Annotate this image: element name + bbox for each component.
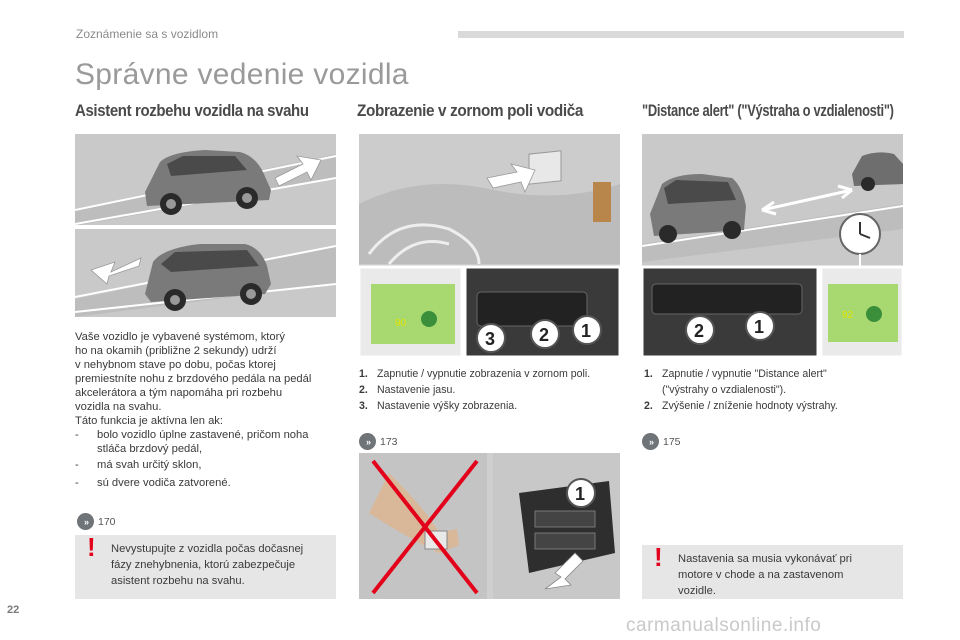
text-line: stláča brzdový pedál, [97,443,203,455]
warning-box [75,532,336,599]
page-reference-number: 170 [98,515,116,528]
list-item [644,398,906,414]
hill-start-description [75,330,337,490]
item-text: Nastavenie výšky zobrazenia. [377,400,518,412]
head-up-display-illustration [359,134,620,357]
page-number: 22 [7,604,20,616]
list-item [644,366,906,398]
heading-hill-start: Asistent rozbehu vozidla na svahu [75,101,309,120]
car-icon [650,174,746,243]
item-text: Zvýšenie / zníženie hodnoty výstrahy. [662,400,838,412]
item-number: 1. [644,368,653,380]
page-reference-icon: » [77,513,94,530]
hud-screen [529,151,561,184]
figure-label-2: 2 [694,321,705,341]
item-text: Nastavenie jasu. [377,384,456,396]
text-line: asistent rozbehu na svahu. [111,575,245,587]
hud-button-illustration [359,453,620,599]
text-line: vozidle. [678,585,716,597]
condition-item [75,428,337,456]
hill-start-illustration [75,134,336,317]
svg-text:90: 90 [395,318,407,329]
warning-box [642,542,903,599]
page-reference-icon: » [642,433,659,450]
hud-display [371,284,455,344]
warning-icon: ! [87,532,96,562]
item-number: 1. [359,368,368,380]
page-reference-icon: » [359,433,376,450]
condition-item [75,458,337,472]
page-title: Správne vedenie vozidla [75,58,409,91]
distance-alert-illustration [642,134,903,357]
text-line: Vaše vozidlo je vybavené systémom, ktorý [75,331,285,343]
page-reference[interactable] [77,513,116,530]
text-line: Nastavenia sa musia vykonávať pri [678,553,852,565]
text-line: bolo vozidlo úplne zastavené, pričom noha [97,429,309,441]
heading-head-up-display: Zobrazenie v zornom poli vodiča [357,101,584,120]
footer-watermark: carmanualsonline.info [626,615,822,636]
item-text: Zapnutie / vypnutie zobrazenia v zornom poli. [377,368,591,380]
item-number: 2. [644,400,653,412]
text-line: fázy znehybnenia, ktorú zabezpečuje [111,559,296,571]
item-text: ("výstrahy o vzdialenosti"). [662,384,787,396]
header-bar [458,31,904,38]
page-reference-number: 175 [663,435,681,448]
list-item [359,366,621,382]
text-line: motore v chode a na zastavenom [678,569,844,581]
figure-label-1: 1 [575,484,586,504]
figure-label-1: 1 [581,321,592,341]
hud-display [828,284,898,342]
hud-controls-list [359,366,621,414]
list-item [359,398,621,414]
warning-icon: ! [654,542,663,572]
figure-label-3: 3 [485,329,496,349]
page-reference[interactable] [642,433,681,450]
condition-item [75,476,337,490]
page-reference[interactable] [359,433,398,450]
text-line: ho na okamih (približne 2 sekundy) udrží [75,345,277,357]
list-item [359,382,621,398]
figure-label-1: 1 [754,317,765,337]
distance-alert-controls-list [644,366,906,414]
page-reference-number: 173 [380,435,398,448]
item-number: 2. [359,384,368,396]
dash: - [75,429,79,441]
figure-label-2: 2 [539,325,550,345]
text-line: akcelerátora a tým napomáha pri rozbehu [75,387,283,399]
dash: - [75,459,79,471]
heading-distance-alert: "Distance alert" ("Výstraha o vzdialenosti") [642,101,894,120]
text-line: má svah určitý sklon, [97,459,202,471]
text-line: Nevystupujte z vozidla počas dočasnej [111,543,304,555]
svg-text:92: 92 [842,310,854,321]
item-text: Zapnutie / vypnutie "Distance alert" [662,368,827,380]
section-label: Zoznámenie sa s vozidlom [76,27,219,41]
text-line: sú dvere vodiča zatvorené. [97,477,231,489]
text-line: Táto funkcia je aktívna len ak: [75,415,224,427]
text-line: vozidla na svahu. [75,401,162,413]
item-number: 3. [359,400,368,412]
dash: - [75,477,79,489]
text-line: premiestníte nohu z brzdového pedála na pedál [75,373,312,385]
text-line: v nehybnom stave po dobu, počas ktorej [75,359,276,371]
